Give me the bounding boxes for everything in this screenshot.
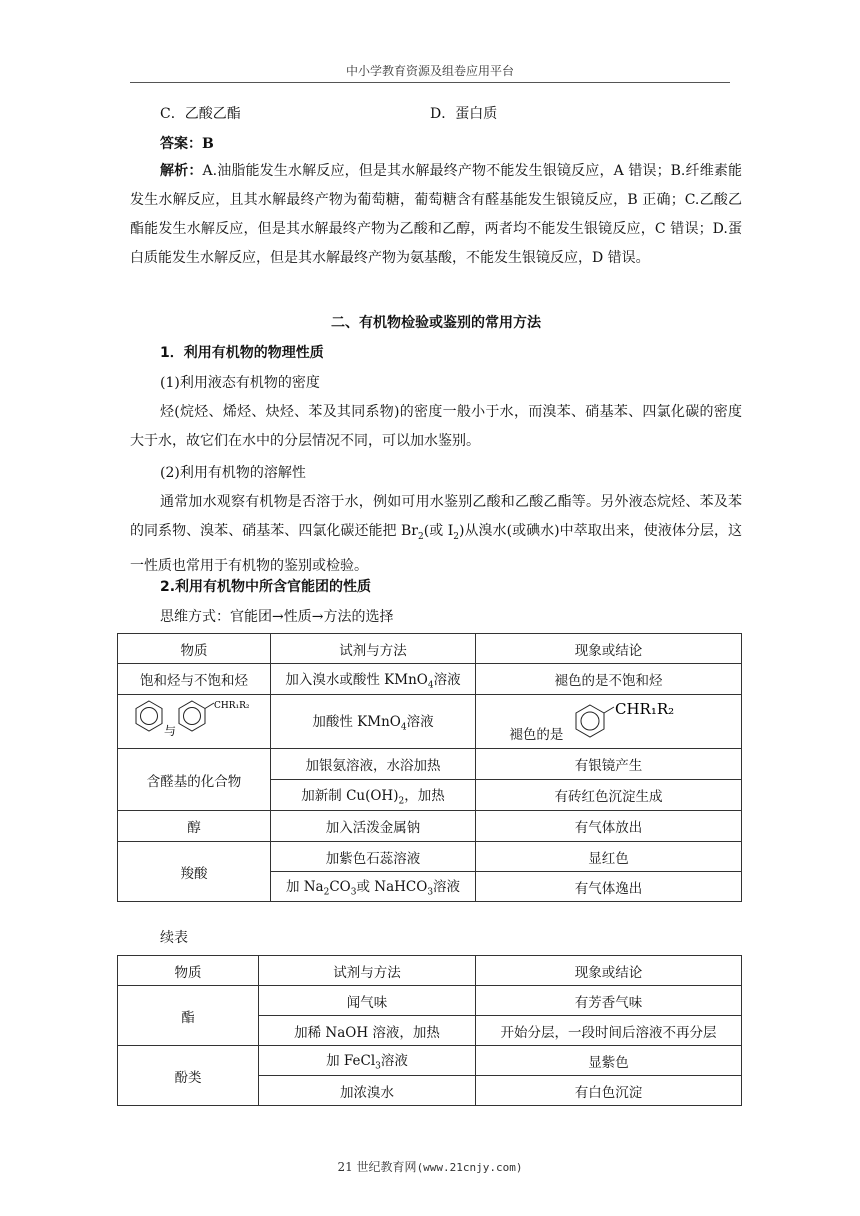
substance-cell: 酚类 (118, 1046, 259, 1106)
result-cell: 显红色 (476, 842, 742, 872)
alkylbenzene-structure (568, 699, 708, 745)
method-cell: 加 $Na_2CO_3$或 NaHCO$_3$溶液 (271, 872, 476, 902)
method-cell: 加紫色石蕊溶液 (271, 842, 476, 872)
method-cell: 加入活泼金属钠 (271, 811, 476, 842)
analysis-paragraph: 解析：A.油脂能发生水解反应，但是其水解最终产物不能发生银镜反应，A 错误；B.纤维素能发生水解反应，且其水解最终产物为葡萄糖，葡萄糖含有醛基能发生银镜反应，B 正确；C.乙酸乙酯能发生水解反应，但是其水解最终产物为乙酸和乙醇，两者均不能发生银镜反应，C 错误；D.蛋白质能发生水解反应，但是其水解最终产物为氨基酸，不能发生银镜反应，D 错误。 (130, 163, 743, 266)
option-d: D．蛋白质 (430, 106, 498, 122)
result-cell: 有银镜产生 (476, 749, 742, 780)
continued-table (117, 955, 742, 1106)
result-cell (476, 695, 742, 749)
continued-label: 续表 (160, 930, 188, 946)
connector-text: 与 (164, 723, 177, 738)
point-1-sub-2-title: (2)利用有机物的溶解性 (160, 465, 306, 481)
method-cell: 加稀 NaOH 溶液，加热 (259, 1016, 476, 1046)
point-1-title: 1．利用有机物的物理性质 (160, 345, 324, 361)
result-cell: 显紫色 (476, 1046, 742, 1076)
table-header-cell: 物质 (118, 956, 259, 986)
point-2-title: 2.利用有机物中所含官能团的性质 (160, 579, 372, 595)
page-header: 中小学教育资源及组卷应用平台 (130, 62, 730, 83)
functional-group-table (117, 633, 742, 902)
result-cell: 有白色沉淀 (476, 1076, 742, 1106)
section-2-title: 二、有机物检验或鉴别的常用方法 (331, 315, 541, 331)
solubility-paragraph: 通常加水观察有机物是否溶于水，例如可用水鉴别乙酸和乙酸乙酯等。另外液态烷烃、苯及苯的同系物、溴苯、硝基苯、四氯化碳还能把 $Br_2$(或 $I_2$)从溴水(或碘水)中萃取出来，使液体分层，这一性质也常用于有机物的鉴别或检验。 (130, 494, 742, 574)
substance-cell: 含醛基的化合物 (118, 749, 271, 811)
table-header-row (118, 634, 742, 664)
table-header-cell: 试剂与方法 (259, 956, 476, 986)
method-cell: 加酸性 KMnO$_4$溶液 (271, 695, 476, 749)
substance-cell (118, 695, 271, 749)
table-row (118, 811, 742, 842)
thinking-method: 思维方式：官能团→性质→方法的选择 (160, 609, 394, 625)
substance-cell: 酯 (118, 986, 259, 1046)
table-row (118, 986, 742, 1016)
page-footer: 21 世纪教育网(www.21cnjy.com) (337, 1160, 523, 1174)
method-cell: 闻气味 (259, 986, 476, 1016)
result-cell: 有气体逸出 (476, 872, 742, 902)
table-header-cell: 物质 (118, 634, 271, 664)
result-prefix: 褪色的是 (509, 726, 564, 743)
result-cell: 褪色的是不饱和烃 (476, 664, 742, 695)
table-header-cell: 现象或结论 (476, 634, 742, 664)
result-cell: 有芳香气味 (476, 986, 742, 1016)
table-header-cell: 试剂与方法 (271, 634, 476, 664)
table-row (118, 664, 742, 695)
method-cell: 加银氨溶液，水浴加热 (271, 749, 476, 780)
table-row (118, 1046, 742, 1076)
table-row (118, 842, 742, 872)
method-cell: 加入溴水或酸性 KMnO$_4$溶液 (271, 664, 476, 695)
substituent-label: CHR₁R₂ (214, 700, 250, 711)
table-header-cell: 现象或结论 (476, 956, 742, 986)
method-cell: 加浓溴水 (259, 1076, 476, 1106)
option-c: C．乙酸乙酯 (160, 106, 241, 122)
method-cell: 加新制 $Cu(OH)_2$，加热 (271, 780, 476, 811)
result-cell: 有气体放出 (476, 811, 742, 842)
table-row (118, 695, 742, 749)
substituent-label: CHR₁R₂ (614, 699, 674, 718)
benzene-vs-alkylbenzene-structure (124, 698, 264, 742)
substance-cell: 羧酸 (118, 842, 271, 902)
substance-cell: 饱和烃与不饱和烃 (118, 664, 271, 695)
table-row (118, 749, 742, 780)
point-1-sub-1-title: (1)利用液态有机物的密度 (160, 375, 320, 391)
density-paragraph: 烃(烷烃、烯烃、炔烃、苯及其同系物)的密度一般小于水，而溴苯、硝基苯、四氯化碳的密度大于水，故它们在水中的分层情况不同，可以加水鉴别。 (130, 404, 742, 449)
substance-cell: 醇 (118, 811, 271, 842)
result-cell: 有砖红色沉淀生成 (476, 780, 742, 811)
method-cell: 加 FeCl$_3$溶液 (259, 1046, 476, 1076)
result-cell: 开始分层，一段时间后溶液不再分层 (476, 1016, 742, 1046)
answer: 答案：B (160, 136, 214, 152)
table-header-row (118, 956, 742, 986)
